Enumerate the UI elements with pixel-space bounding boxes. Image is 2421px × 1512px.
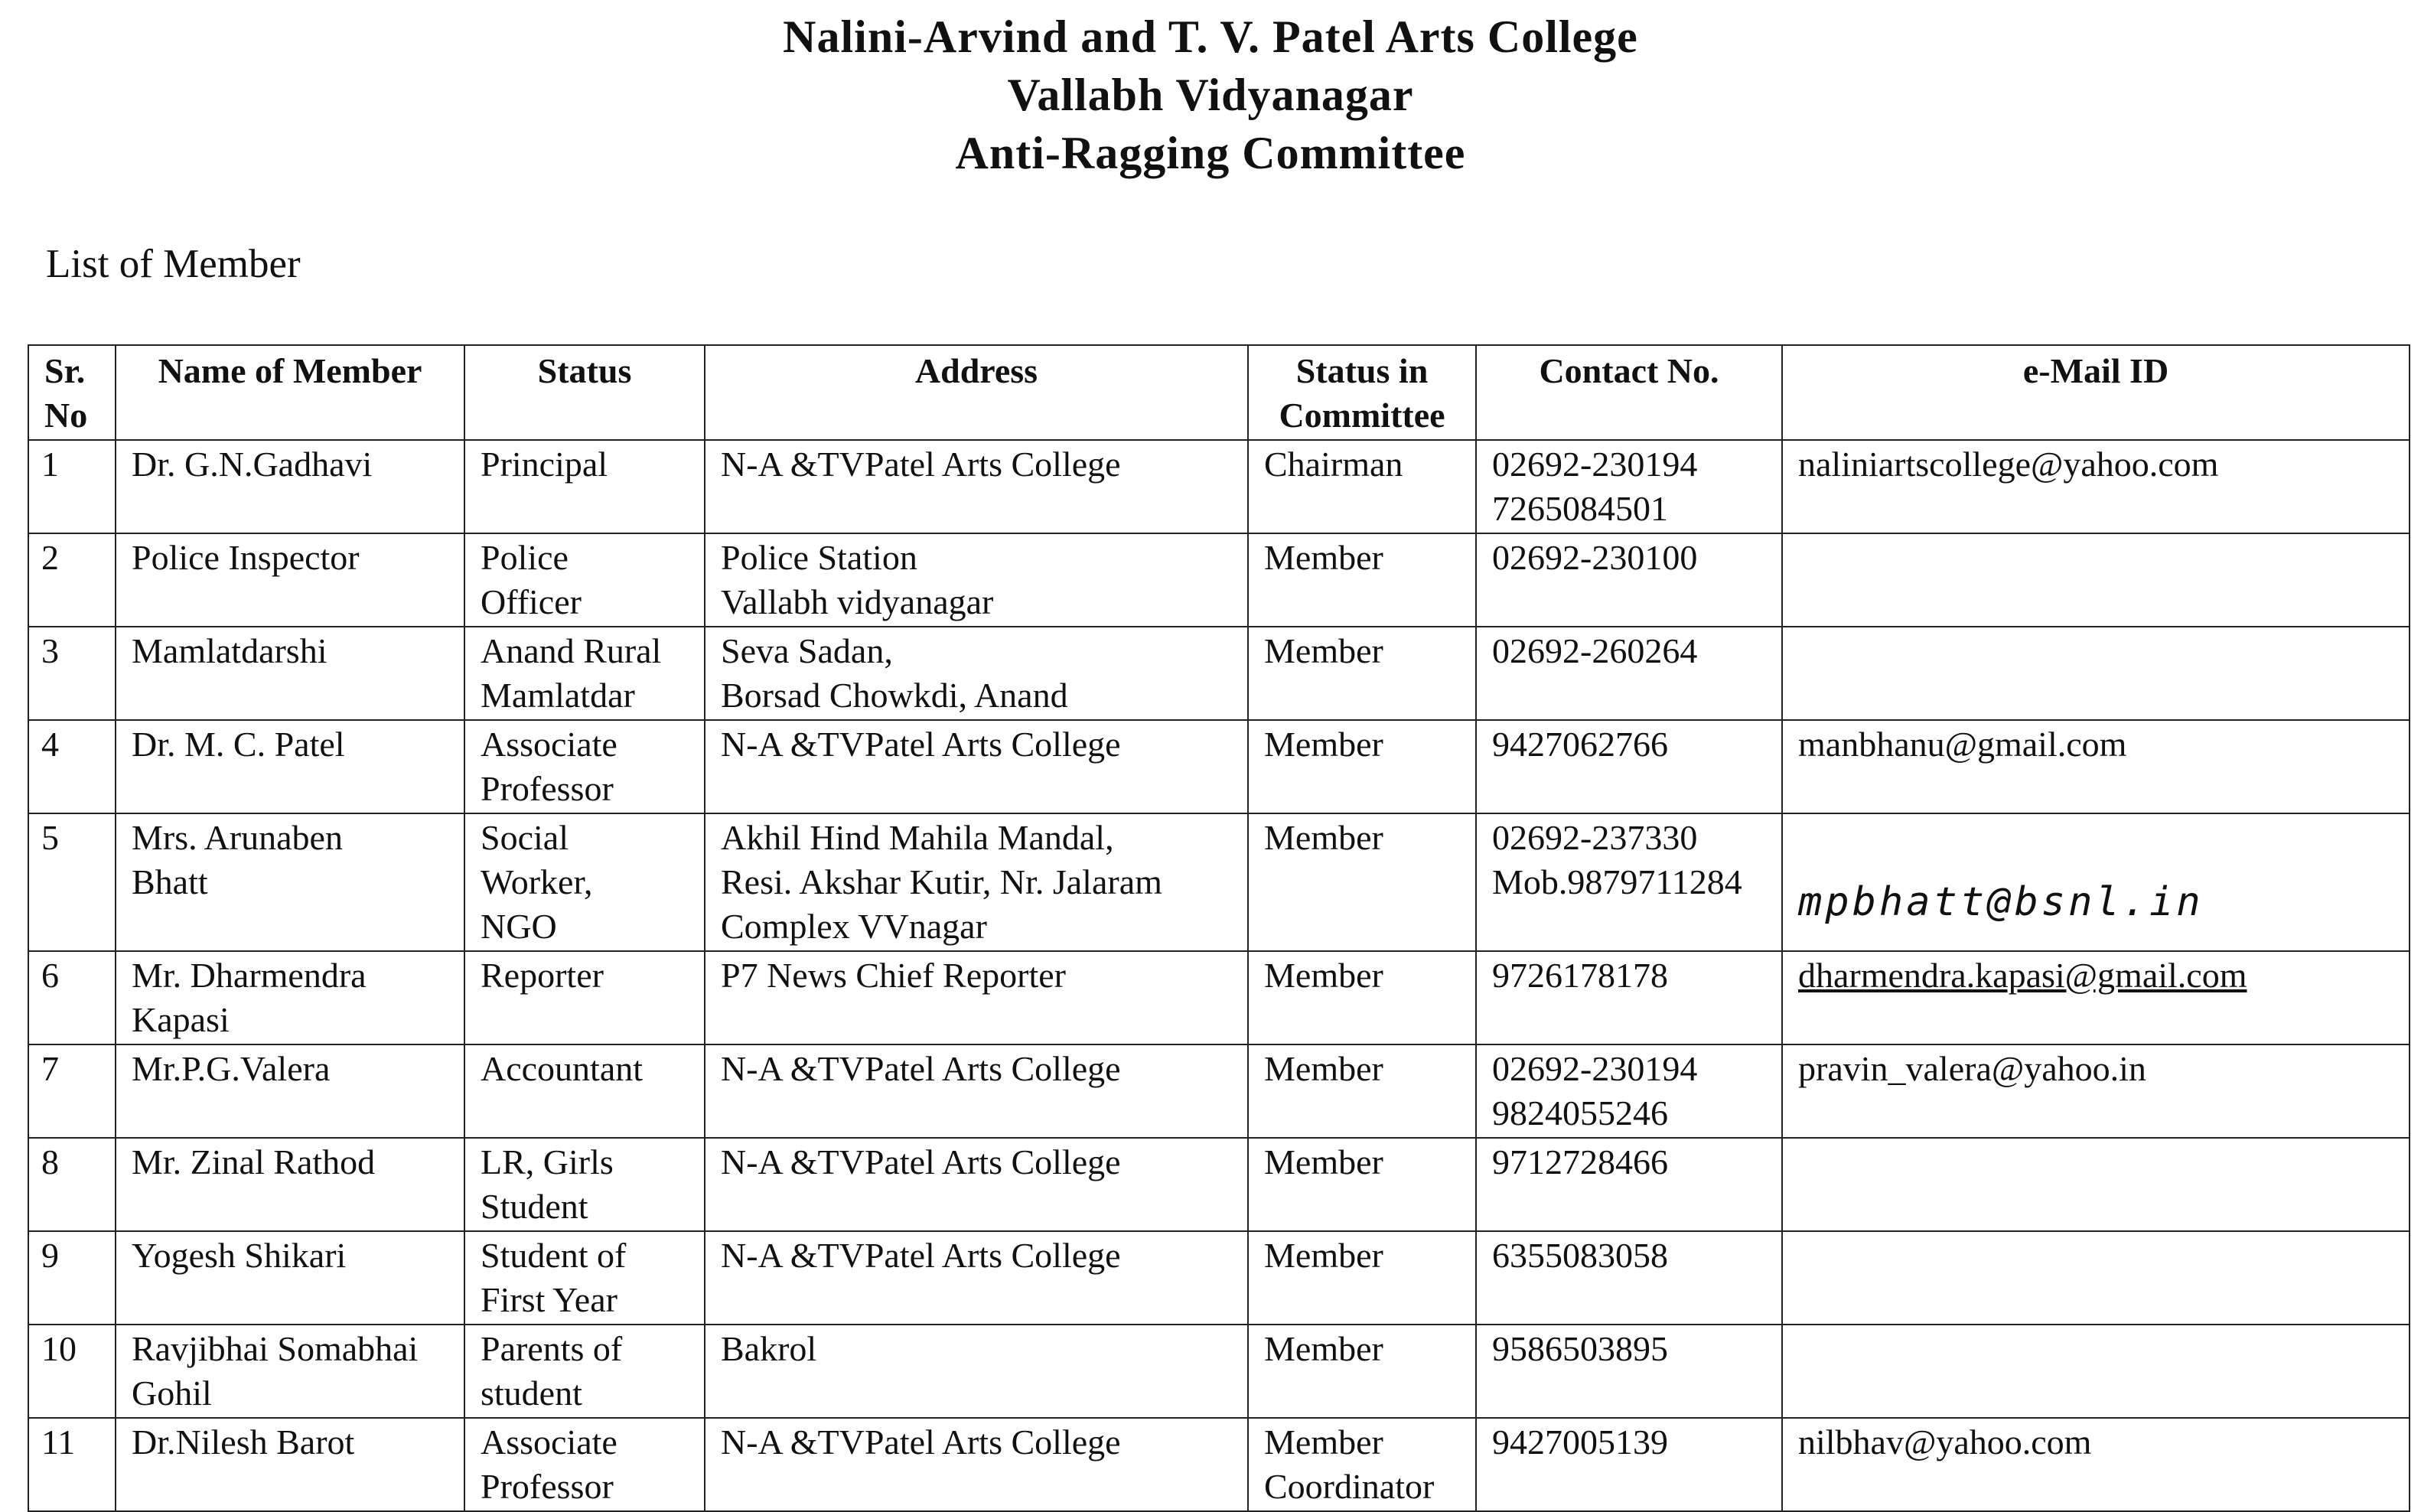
contact-cell: 9427062766 xyxy=(1476,720,1782,813)
status-cell: Accountant xyxy=(464,1044,705,1138)
sr-no-cell: 11 xyxy=(28,1418,116,1511)
address-cell: N-A &TVPatel Arts College xyxy=(705,720,1248,813)
college-location: Vallabh Vidyanagar xyxy=(1007,70,1414,120)
table-row xyxy=(28,1044,2410,1138)
committee-status-cell: Member xyxy=(1248,1138,1476,1231)
table-row xyxy=(28,720,2410,813)
column-header-contact: Contact No. xyxy=(1476,345,1782,440)
contact-cell: 9726178178 xyxy=(1476,951,1782,1044)
member-name-cell: Dr.Nilesh Barot xyxy=(116,1418,464,1511)
contact-cell: 9427005139 xyxy=(1476,1418,1782,1511)
address-cell: Seva Sadan, Borsad Chowkdi, Anand xyxy=(705,627,1248,720)
member-name-cell: Mamlatdarshi xyxy=(116,627,464,720)
address-cell: Police Station Vallabh vidyanagar xyxy=(705,533,1248,627)
status-cell: Parents of student xyxy=(464,1325,705,1418)
committee-name: Anti-Ragging Committee xyxy=(955,128,1466,178)
committee-status-cell: Member xyxy=(1248,1044,1476,1138)
column-header-committee-status: Status in Committee xyxy=(1248,345,1476,440)
contact-cell: 02692-230100 xyxy=(1476,533,1782,627)
table-header-row xyxy=(28,345,2410,440)
status-cell: Student of First Year xyxy=(464,1231,705,1325)
sr-no-cell: 9 xyxy=(28,1231,116,1325)
members-table xyxy=(28,344,2410,1512)
column-header-email: e-Mail ID xyxy=(1782,345,2410,440)
email-cell xyxy=(1782,1231,2410,1325)
committee-status-cell: Member xyxy=(1248,627,1476,720)
status-cell: Principal xyxy=(464,440,705,533)
email-cell xyxy=(1782,627,2410,720)
email-cell: pravin_valera@yahoo.in xyxy=(1782,1044,2410,1138)
email-cell xyxy=(1782,951,2410,1044)
college-name: Nalini-Arvind and T. V. Patel Arts College xyxy=(783,11,1638,62)
email-cell xyxy=(1782,1325,2410,1418)
member-name-cell: Mr.P.G.Valera xyxy=(116,1044,464,1138)
list-heading: List of Member xyxy=(46,242,301,286)
sr-no-cell: 1 xyxy=(28,440,116,533)
sr-no-cell: 7 xyxy=(28,1044,116,1138)
address-cell: P7 News Chief Reporter xyxy=(705,951,1248,1044)
contact-cell: 02692-230194 7265084501 xyxy=(1476,440,1782,533)
committee-status-cell: Member Coordinator xyxy=(1248,1418,1476,1511)
email-cell: naliniartscollege@yahoo.com xyxy=(1782,440,2410,533)
address-cell: N-A &TVPatel Arts College xyxy=(705,1044,1248,1138)
committee-status-cell: Member xyxy=(1248,533,1476,627)
sr-no-cell: 3 xyxy=(28,627,116,720)
status-cell: Anand Rural Mamlatdar xyxy=(464,627,705,720)
member-name-cell: Mrs. Arunaben Bhatt xyxy=(116,813,464,951)
committee-status-cell: Member xyxy=(1248,951,1476,1044)
committee-status-cell: Member xyxy=(1248,813,1476,951)
table-row xyxy=(28,1138,2410,1231)
committee-status-cell: Chairman xyxy=(1248,440,1476,533)
member-name-cell: Mr. Dharmendra Kapasi xyxy=(116,951,464,1044)
column-header-address: Address xyxy=(705,345,1248,440)
member-name-cell: Police Inspector xyxy=(116,533,464,627)
contact-cell: 6355083058 xyxy=(1476,1231,1782,1325)
member-name-cell: Yogesh Shikari xyxy=(116,1231,464,1325)
table-row xyxy=(28,951,2410,1044)
handwritten-email-cell: mpbhatt@bsnl.in xyxy=(1782,813,2410,951)
email-cell xyxy=(1782,533,2410,627)
status-cell: LR, Girls Student xyxy=(464,1138,705,1231)
committee-status-cell: Member xyxy=(1248,1325,1476,1418)
member-name-cell: Dr. M. C. Patel xyxy=(116,720,464,813)
contact-cell: 02692-230194 9824055246 xyxy=(1476,1044,1782,1138)
address-cell: N-A &TVPatel Arts College xyxy=(705,1138,1248,1231)
member-name-cell: Mr. Zinal Rathod xyxy=(116,1138,464,1231)
table-row xyxy=(28,1418,2410,1511)
sr-no-cell: 8 xyxy=(28,1138,116,1231)
address-cell: Bakrol xyxy=(705,1325,1248,1418)
table-row xyxy=(28,440,2410,533)
contact-cell: 02692-237330 Mob.9879711284 xyxy=(1476,813,1782,951)
status-cell: Associate Professor xyxy=(464,1418,705,1511)
table-row xyxy=(28,1231,2410,1325)
contact-cell: 9586503895 xyxy=(1476,1325,1782,1418)
address-cell: Akhil Hind Mahila Mandal, Resi. Akshar Kutir, Nr. Jalaram Complex VVnagar xyxy=(705,813,1248,951)
table-row xyxy=(28,627,2410,720)
address-cell: N-A &TVPatel Arts College xyxy=(705,1231,1248,1325)
status-cell: Social Worker, NGO xyxy=(464,813,705,951)
sr-no-cell: 2 xyxy=(28,533,116,627)
email-cell: nilbhav@yahoo.com xyxy=(1782,1418,2410,1511)
sr-no-cell: 6 xyxy=(28,951,116,1044)
column-header-name: Name of Member xyxy=(116,345,464,440)
email-link[interactable]: dharmendra.kapasi@gmail.com xyxy=(1798,956,2247,995)
sr-no-cell: 4 xyxy=(28,720,116,813)
email-cell xyxy=(1782,1138,2410,1231)
member-name-cell: Dr. G.N.Gadhavi xyxy=(116,440,464,533)
committee-status-cell: Member xyxy=(1248,1231,1476,1325)
address-cell: N-A &TVPatel Arts College xyxy=(705,440,1248,533)
status-cell: Reporter xyxy=(464,951,705,1044)
committee-status-cell: Member xyxy=(1248,720,1476,813)
column-header-sr-no: Sr. No xyxy=(28,345,116,440)
email-cell: manbhanu@gmail.com xyxy=(1782,720,2410,813)
table-row xyxy=(28,813,2410,951)
table-row xyxy=(28,1325,2410,1418)
document-header xyxy=(0,8,2421,182)
contact-cell: 9712728466 xyxy=(1476,1138,1782,1231)
table-row xyxy=(28,533,2410,627)
column-header-status: Status xyxy=(464,345,705,440)
sr-no-cell: 5 xyxy=(28,813,116,951)
contact-cell: 02692-260264 xyxy=(1476,627,1782,720)
address-cell: N-A &TVPatel Arts College xyxy=(705,1418,1248,1511)
member-name-cell: Ravjibhai Somabhai Gohil xyxy=(116,1325,464,1418)
status-cell: Associate Professor xyxy=(464,720,705,813)
sr-no-cell: 10 xyxy=(28,1325,116,1418)
status-cell: Police Officer xyxy=(464,533,705,627)
